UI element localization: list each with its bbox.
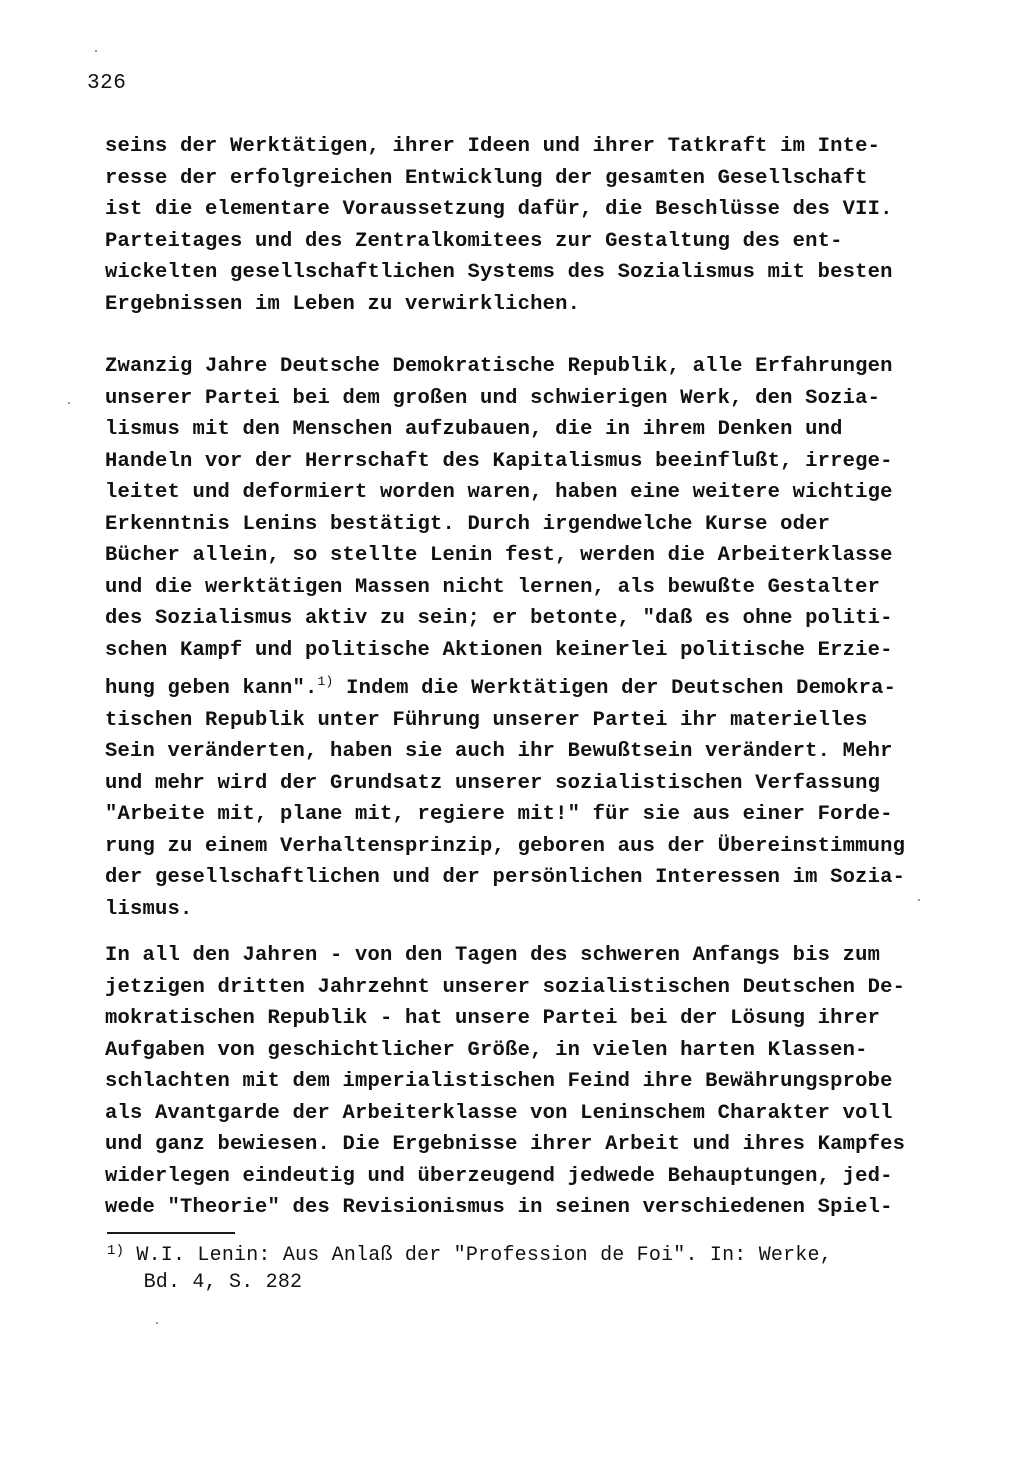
- text-line: ist die elementare Voraussetzung dafür, die Beschlüsse des VII.: [105, 198, 893, 221]
- text-line: Handeln vor der Herrschaft des Kapitalismus beeinflußt, irrege-: [105, 449, 893, 473]
- text-line: mokratischen Republik - hat unsere Partei bei der Lösung ihrer: [105, 1007, 881, 1030]
- text-line: und die werktätigen Massen nicht lernen, als bewußte Gestalter: [105, 575, 881, 599]
- text-line: und mehr wird der Grundsatz unserer sozialistischen Verfassung: [105, 771, 881, 795]
- scan-speck: [918, 899, 920, 901]
- text-line: wickelten gesellschaftlichen Systems des Sozialismus mit besten: [105, 261, 893, 284]
- text-line: lismus mit den Menschen aufzubauen, die in ihrem Denken und: [105, 418, 843, 441]
- text-line: und ganz bewiesen. Die Ergebnisse ihrer Arbeit und ihres Kampfes: [105, 1133, 906, 1156]
- text-line: Erkenntnis Lenins bestätigt. Durch irgendwelche Kurse oder: [105, 512, 831, 536]
- paragraph-2: [105, 351, 925, 925]
- footnote-divider: [107, 1232, 235, 1234]
- text-line: schlachten mit dem imperialistischen Feind ihre Bewährungsprobe: [105, 1070, 893, 1093]
- text-line: resse der erfolgreichen Entwicklung der gesamten Gesellschaft: [105, 166, 868, 190]
- footnote-text: W.I. Lenin: Aus Anlaß der "Profession de Foi". In: Werke,: [124, 1244, 832, 1267]
- text-line: des Sozialismus aktiv zu sein; er betonte, "daß es ohne politi-: [105, 607, 893, 630]
- text-line: widerlegen eindeutig und überzeugend jedwede Behauptungen, jed-: [105, 1164, 893, 1188]
- text-line: "Arbeite mit, plane mit, regiere mit!" für sie aus einer Forde-: [105, 803, 893, 826]
- text-line: seins der Werktätigen, ihrer Ideen und ihrer Tatkraft im Inte-: [105, 135, 881, 158]
- page-number: 326: [87, 72, 127, 95]
- paragraph-3: [105, 940, 925, 1224]
- text-line: Sein veränderten, haben sie auch ihr Bewußtsein verändert. Mehr: [105, 740, 893, 763]
- footnote-line: Bd. 4, S. 282: [107, 1271, 303, 1294]
- text-line-with-footnote-ref: [105, 666, 925, 705]
- text-line: Aufgaben von geschichtlicher Größe, in vielen harten Klassen-: [105, 1038, 868, 1062]
- text-line: lismus.: [105, 897, 193, 921]
- scan-speck: [95, 50, 97, 52]
- scan-speck: [156, 1322, 158, 1324]
- text-line: Bücher allein, so stellte Lenin fest, werden die Arbeiterklasse: [105, 544, 893, 567]
- paragraph-1: [105, 131, 925, 320]
- text-segment: Indem die Werktätigen der Deutschen Demokra-: [333, 677, 897, 700]
- text-line: jetzigen dritten Jahrzehnt unserer sozialistischen Deutschen De-: [105, 975, 906, 999]
- text-line: tischen Republik unter Führung unserer Partei ihr materielles: [105, 708, 868, 732]
- footnote-mark: 1): [107, 1243, 125, 1259]
- text-segment: hung geben kann".: [105, 677, 318, 700]
- text-line: rung zu einem Verhaltensprinzip, geboren aus der Übereinstimmung: [105, 834, 906, 858]
- footnote-reference: 1): [317, 674, 334, 689]
- text-line: Ergebnissen im Leben zu verwirklichen.: [105, 292, 581, 316]
- footnote-line: [107, 1238, 927, 1269]
- footnote: [107, 1238, 927, 1296]
- scan-speck: [68, 402, 70, 404]
- text-line: der gesellschaftlichen und der persönlichen Interessen im Sozia-: [105, 866, 906, 889]
- text-line: leitet und deformiert worden waren, haben eine weitere wichtige: [105, 481, 893, 504]
- text-line: schen Kampf und politische Aktionen keinerlei politische Erzie-: [105, 638, 893, 662]
- text-line: unserer Partei bei dem großen und schwierigen Werk, den Sozia-: [105, 386, 881, 410]
- text-line: Zwanzig Jahre Deutsche Demokratische Republik, alle Erfahrungen: [105, 355, 893, 378]
- text-line: wede "Theorie" des Revisionismus in seinen verschiedenen Spiel-: [105, 1196, 893, 1219]
- text-line: In all den Jahren - von den Tagen des schweren Anfangs bis zum: [105, 944, 881, 967]
- text-line: als Avantgarde der Arbeiterklasse von Leninschem Charakter voll: [105, 1101, 893, 1125]
- text-line: Parteitages und des Zentralkomitees zur Gestaltung des ent-: [105, 229, 843, 253]
